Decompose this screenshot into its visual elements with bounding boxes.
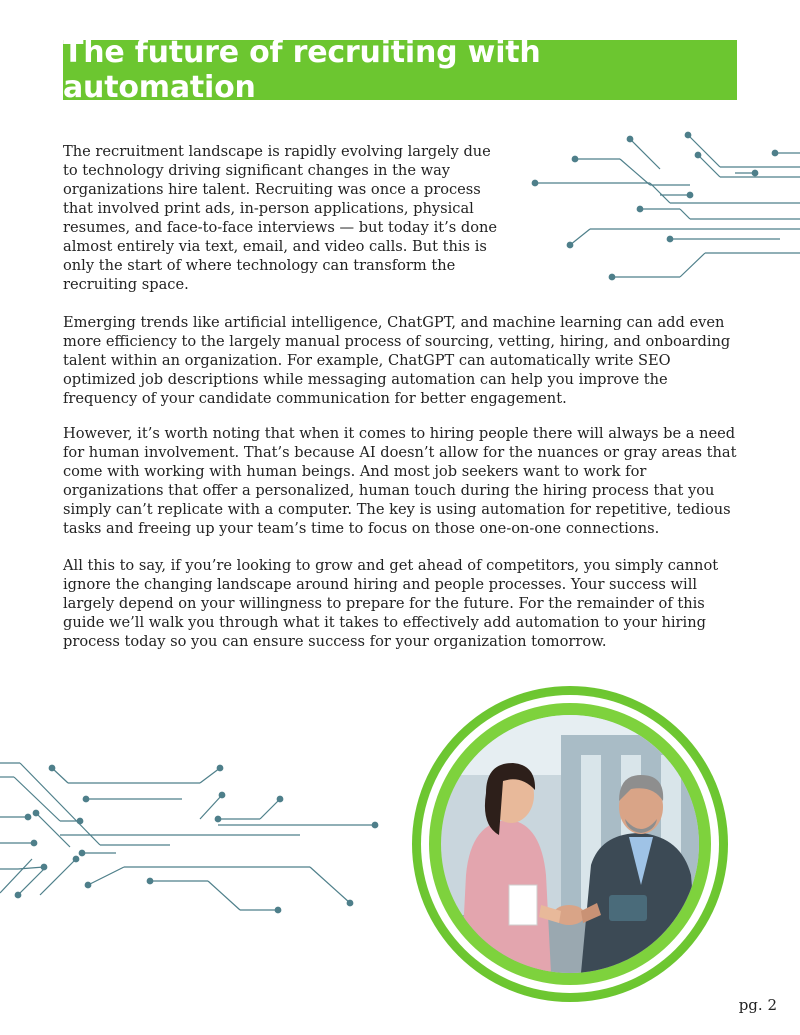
page-number: pg. 2 <box>738 996 777 1014</box>
circuit-lines-top-icon <box>520 125 800 285</box>
page-title: The future of recruiting with automation <box>63 35 541 105</box>
conclusion-paragraph: All this to say, if you’re looking to grow and get ahead of competitors, you simply cannot ignore the changing landscape around hiring and people processes. Your success will largely depend on your willingness to prepare for the future. For the remainder of this guide we’ll walk you through what it takes to effectively add automation to your hiring process today so you can ensure success for your organization tomorrow. <box>63 557 719 650</box>
title-banner <box>63 35 737 105</box>
intro-paragraph: The recruitment landscape is rapidly evolving largely due to technology driving significant changes in the way organizations hire talent. Recruiting was once a process that involved print ads, in-person applications, physical resumes, and face-to-face interviews — but today it’s done almost entirely via text, email, and video calls. But this is only the start of where technology can transform the recruiting space. <box>63 143 498 293</box>
handshake-photo-frame <box>412 686 728 1002</box>
handshake-photo-icon <box>441 715 699 973</box>
trends-paragraph: Emerging trends like artificial intelligence, ChatGPT, and machine learning can add even more efficiency to the largely manual process of sourcing, vetting, hiring, and onboarding talent within an organization. For example, ChatGPT can automatically write SEO optimized job descriptions while messaging automation can help you improve the frequency of your candidate communication for better engagement. <box>63 314 731 407</box>
human-involvement-paragraph: However, it’s worth noting that when it comes to hiring people there will always be a need for human involvement. That’s because AI doesn’t allow for the nuances or gray areas that come with working with human beings. And most job seekers want to work for organizations that offer a personalized, human touch during the hiring process that you simply can’t replicate with a computer. The key is using automation for repetitive, tedious tasks and freeing up your team’s time to focus on those one-on-one connections. <box>63 425 737 537</box>
circuit-lines-bottom-icon <box>0 755 380 915</box>
